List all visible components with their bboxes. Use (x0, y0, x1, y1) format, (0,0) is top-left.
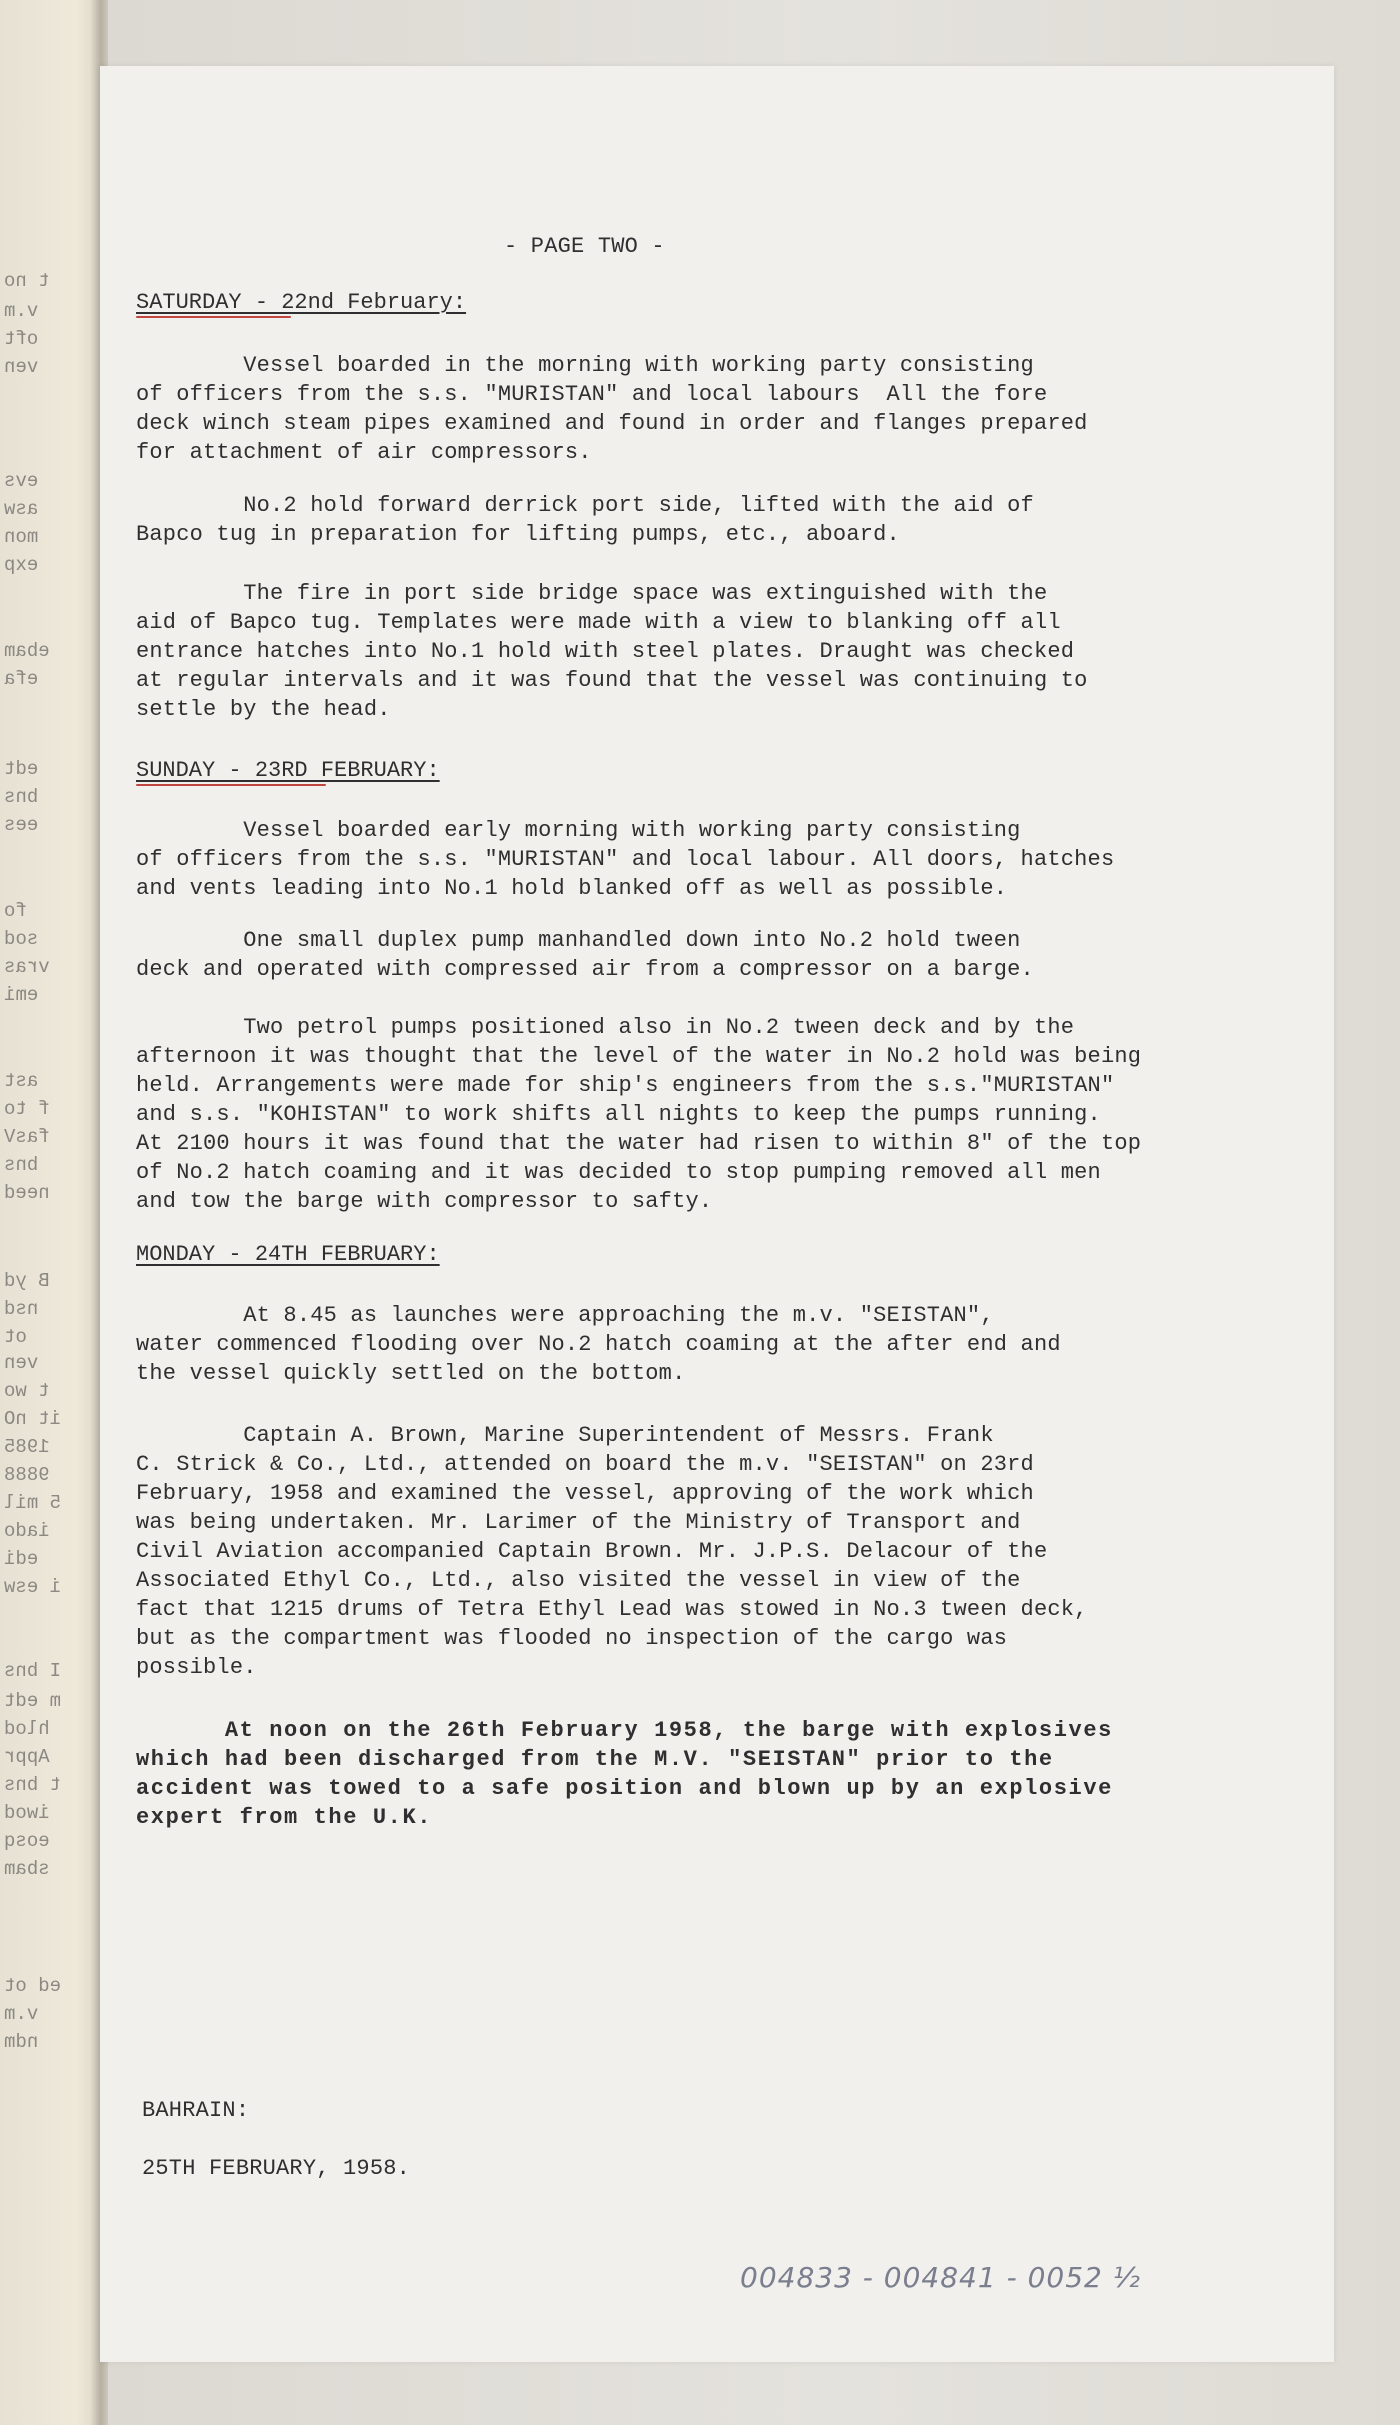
page-label: - PAGE TWO - (504, 234, 665, 259)
bleed-through-fragment: efa (4, 668, 39, 690)
section-heading-saturday: SATURDAY - 22nd February: (136, 290, 467, 315)
bleed-through-fragment: ndm (4, 2031, 39, 2053)
document-page (100, 66, 1334, 2362)
paragraph: Vessel boarded early morning with working party consisting of officers from the s.s. "MURISTAN" and local labour. All doors, hatches and vents leading into No.1 hold blanked off as well as possible. (136, 818, 1115, 901)
bleed-through-fragment: exp (4, 554, 39, 576)
bleed-through-fragment: ven (4, 1352, 39, 1374)
bleed-through-fragment: asw (4, 498, 39, 520)
bleed-through-fragment: v.m (4, 2003, 39, 2025)
red-underline-mark (136, 316, 291, 318)
bleed-through-fragment: fasV (4, 1126, 50, 1148)
red-underline-mark (136, 784, 326, 786)
paragraph: Captain A. Brown, Marine Superintendent of Messrs. Frank C. Strick & Co., Ltd., attended on board the m.v. "SEISTAN" on 23rd February, 1958 and examined the vessel, approving of the work which was being undertaken. Mr. Larimer of the Ministry of Transport and Civil Aviation accompanied Captain Brown. Mr. J.P.S. Delacour of the Associated Ethyl Co., Ltd., also visited the vessel in view of the fact that 1215 drums of Tetra Ethyl Lead was stowed in No.3 tween deck, but as the compartment was flooded no inspection of the cargo was possible. (136, 1423, 1088, 1680)
bleed-through-fragment: v.m (4, 300, 39, 322)
bleed-through-fragment: nsd (4, 1298, 39, 1320)
section-heading-monday: MONDAY - 24TH FEBRUARY: (136, 1242, 440, 1267)
bleed-through-fragment: iado (4, 1520, 50, 1542)
bleed-through-fragment: hlod (4, 1718, 50, 1740)
bleed-through-fragment: eosq (4, 1830, 50, 1852)
bleed-through-fragment: iwod (4, 1802, 50, 1824)
bleed-through-fragment: bns (4, 1154, 39, 1176)
bleed-through-fragment: ees (4, 814, 39, 836)
paragraph: The fire in port side bridge space was extinguished with the aid of Bapco tug. Templates were made with a view to blanking off all entrance hatches into No.1 hold with steel plates. Draught was checked at regular intervals and it was found that the vessel was continuing to settle by the head. (136, 581, 1088, 722)
paragraph: Vessel boarded in the morning with working party consisting of officers from the s.s. "MURISTAN" and local labours All the fore deck winch steam pipes examined and found in order and flanges prepared for attachment of air compressors. (136, 353, 1088, 465)
place: BAHRAIN: (142, 2098, 250, 2123)
bleed-through-fragment: 1985 (4, 1436, 50, 1458)
bleed-through-fragment: evs (4, 470, 39, 492)
bleed-through-fragment: B yd (4, 1270, 50, 1292)
bleed-through-fragment: edt (4, 758, 39, 780)
bleed-through-fragment: fo (4, 900, 27, 922)
date: 25TH FEBRUARY, 1958. (142, 2156, 411, 2181)
bleed-through-fragment: emi (4, 984, 39, 1006)
bleed-through-fragment: oft (4, 328, 39, 350)
bleed-through-fragment: mon (4, 526, 39, 548)
bleed-through-fragment: I bns (4, 1660, 62, 1682)
bleed-through-fragment: 9888 (4, 1464, 50, 1486)
bleed-through-fragment: Appr (4, 1746, 50, 1768)
bleed-through-fragment: t bns (4, 1774, 62, 1796)
paragraph: At 8.45 as launches were approaching the m.v. "SEISTAN", water commenced flooding over No.2 hatch coaming at the after end and the vessel quickly settled on the bottom. (136, 1303, 1061, 1386)
bleed-through-fragment: sod (4, 928, 39, 950)
bleed-through-fragment: need (4, 1182, 50, 1204)
bleed-through-fragment: m edt (4, 1690, 62, 1712)
bleed-through-fragment: i esw (4, 1576, 62, 1598)
archive-number: 004833 - 004841 - 0052 ½ (740, 2261, 1141, 2294)
bleed-through-fragment: t wo (4, 1380, 50, 1402)
bleed-through-fragment: sbam (4, 1858, 50, 1880)
paragraph: No.2 hold forward derrick port side, lifted with the aid of Bapco tug in preparation for lifting pumps, etc., aboard. (136, 493, 1034, 547)
bleed-through-fragment: edi (4, 1548, 39, 1570)
paragraph: One small duplex pump manhandled down into No.2 hold tween deck and operated with compressed air from a compressor on a barge. (136, 928, 1034, 982)
bleed-through-fragment: ed ot (4, 1975, 62, 1997)
bleed-through-fragment: vras (4, 956, 50, 978)
bleed-through-fragment: it nO (4, 1408, 62, 1430)
paragraph: Two petrol pumps positioned also in No.2 tween deck and by the afternoon it was thought that the level of the water in No.2 hold was being held. Arrangements were made for ship's engineers from the s.s."MURISTAN" and s.s. "KOHISTAN" to work shifts all nights to keep the pumps running. At 2100 hours it was found that the water had risen to within 8" of the top of No.2 hatch coaming and it was decided to stop pumping removed all men and tow the barge with compressor to safty. (136, 1015, 1142, 1214)
bleed-through-fragment: ot (4, 1326, 27, 1348)
bleed-through-fragment: t no (4, 270, 50, 292)
bleed-through-fragment: 5 mil (4, 1492, 62, 1514)
bleed-through-fragment: bns (4, 786, 39, 808)
bleed-through-fragment: ast (4, 1070, 39, 1092)
closing-paragraph: At noon on the 26th February 1958, the barge with explosives which had been discharged from the M.V. "SEISTAN" prior to the accident was towed to a safe position and blown up by an explosive expert from the U.K. (136, 1718, 1113, 1830)
section-heading-sunday: SUNDAY - 23RD FEBRUARY: (136, 758, 440, 783)
bleed-through-fragment: f to (4, 1098, 50, 1120)
bleed-through-fragment: ebam (4, 640, 50, 662)
bleed-through-fragment: ven (4, 356, 39, 378)
